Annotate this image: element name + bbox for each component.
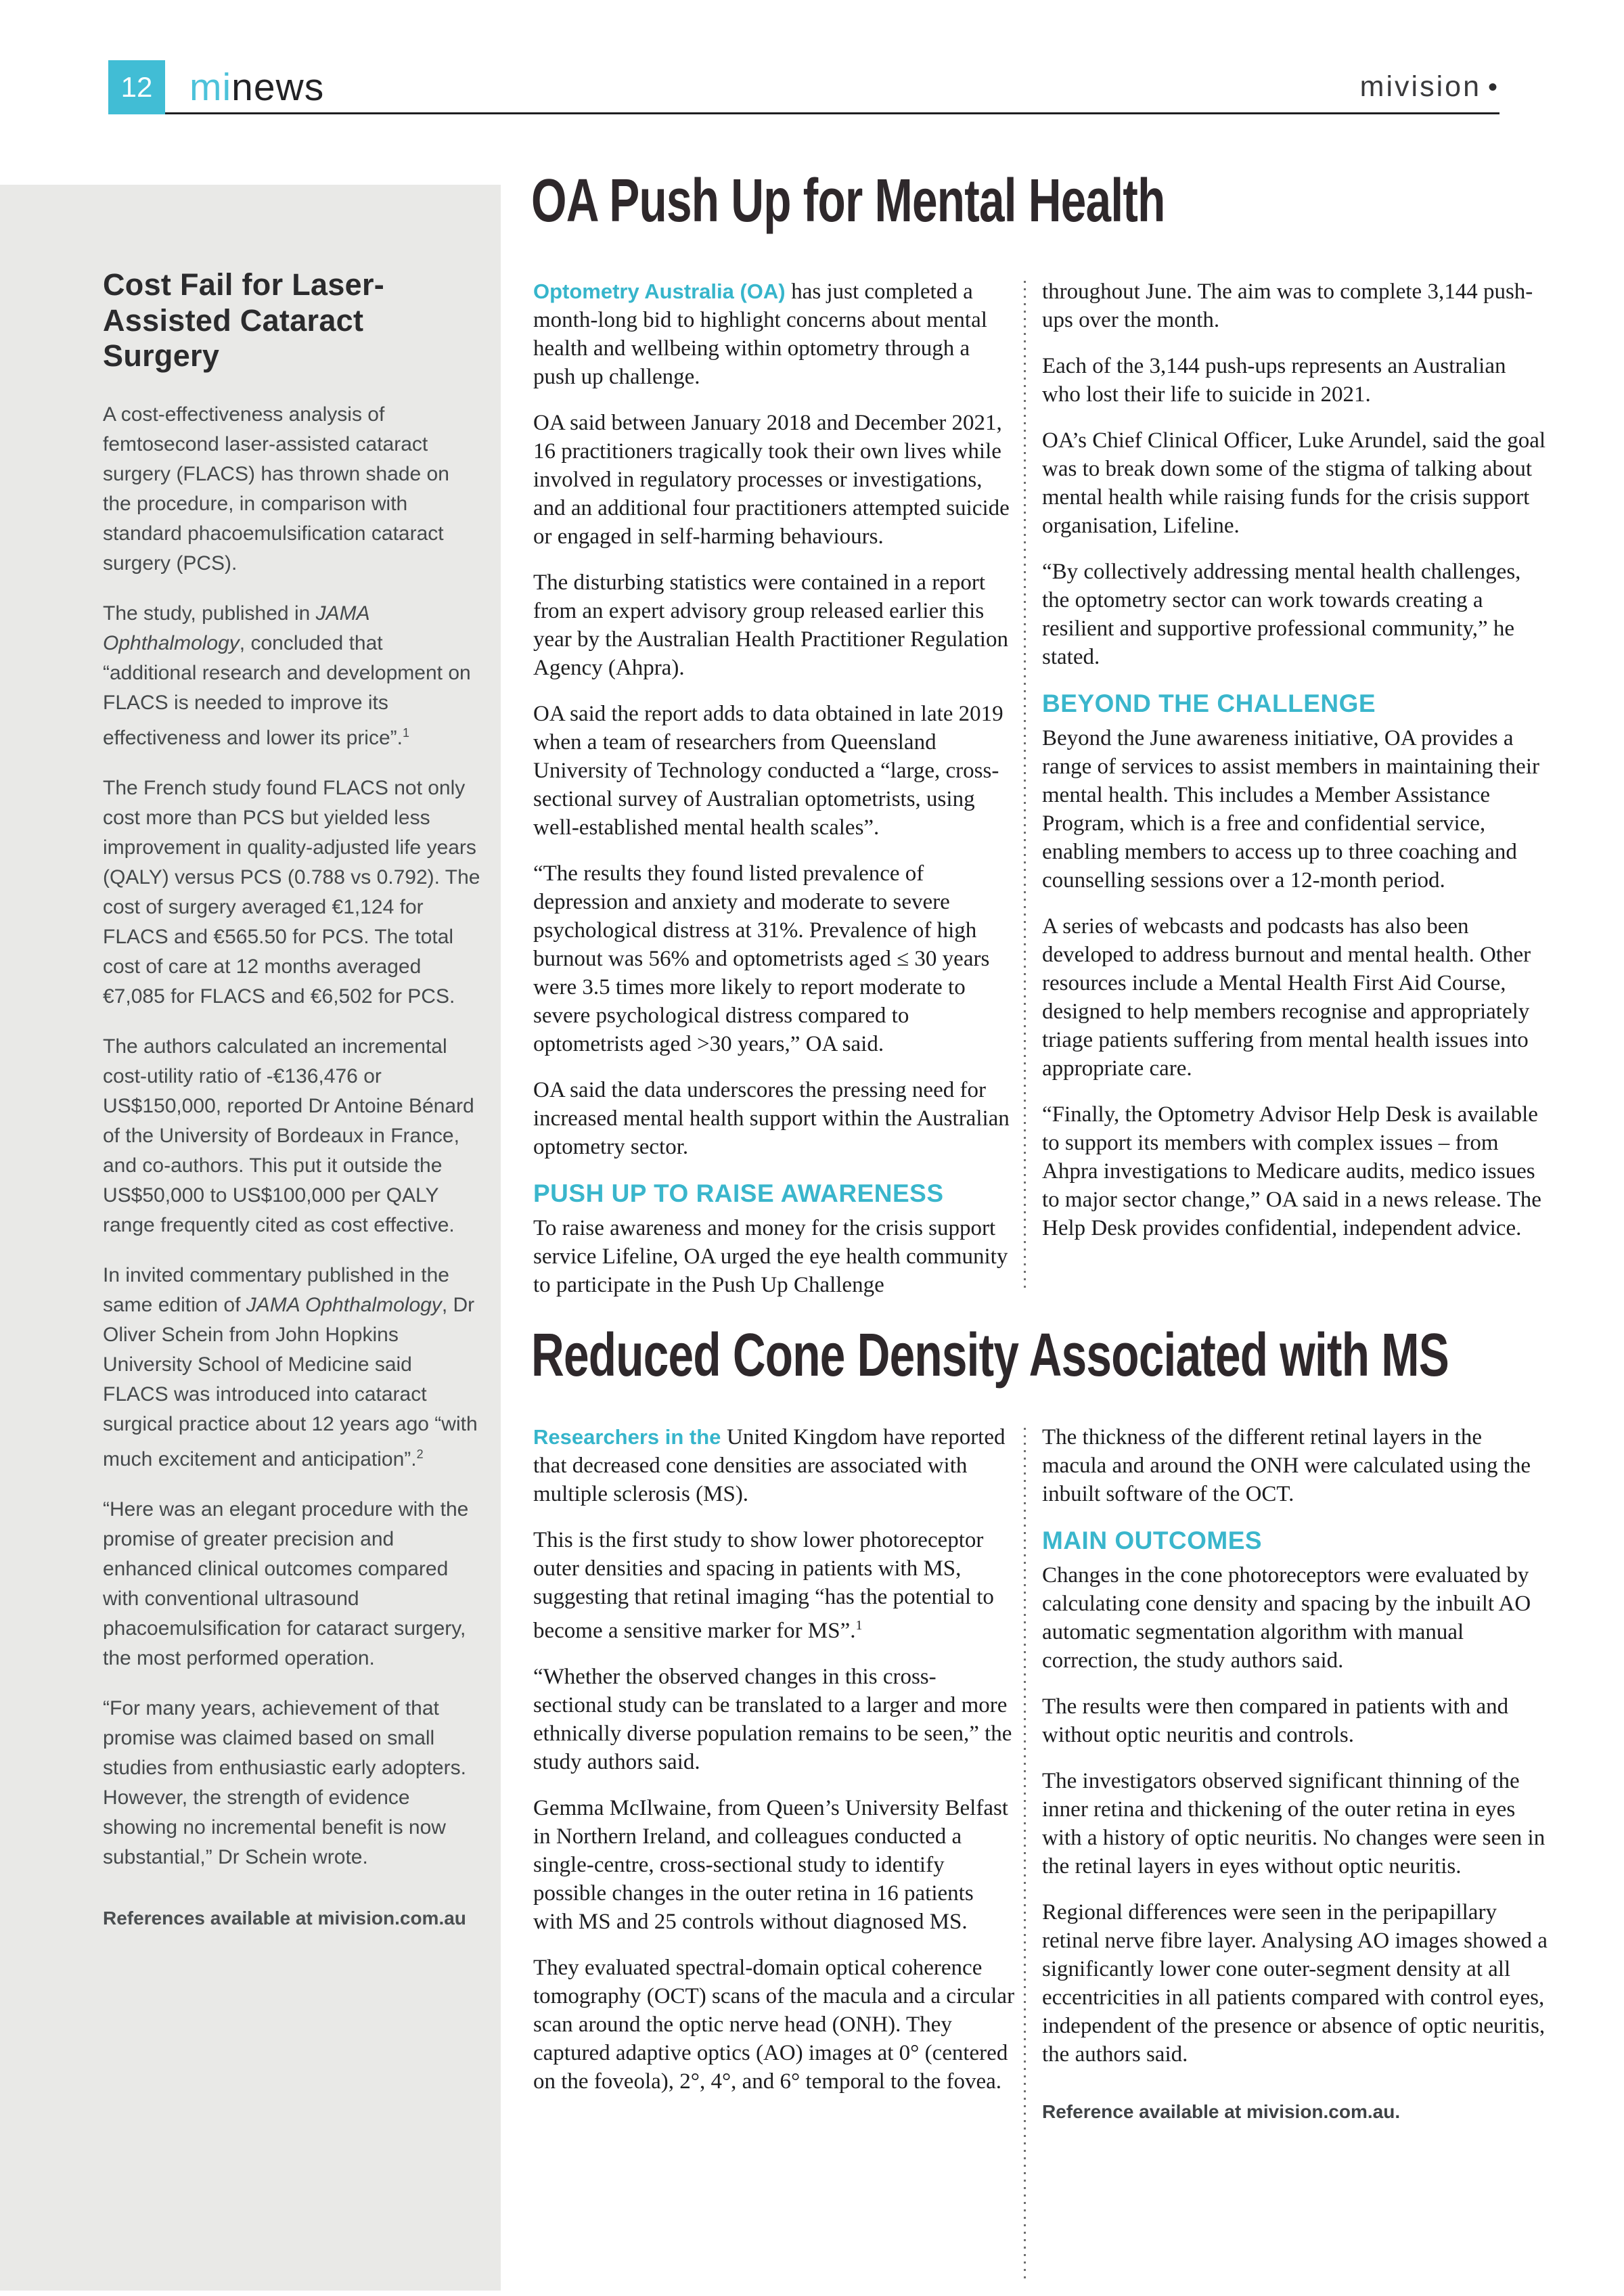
paragraph: The disturbing statistics were contained in a report from an expert advisory group released earlier this year by the Australian Health Practitioner Regulation Agency (Ahpra). <box>533 570 1008 680</box>
paragraph: “For many years, achievement of that promise was claimed based on small studies from enthusiastic early adopters. However, the strength of evidence showing no incremental benefit is now substantial,” Dr Schein wrote. <box>103 1696 466 1868</box>
paragraph: throughout June. The aim was to complete 3,144 push-ups over the month. <box>1042 279 1533 332</box>
paragraph: OA said between January 2018 and December 2021, 16 practitioners tragically took their own lives while involved in regulatory processes or investigations, and an additional four practitioners attempted suicide or engaged in self-harming behaviours. <box>533 411 1010 549</box>
column-divider <box>1024 281 1026 1289</box>
section-subheading: PUSH UP TO RAISE AWARENESS <box>533 1179 944 1207</box>
paragraph: A cost-effectiveness analysis of femtosecond laser-assisted cataract surgery (FLACS) has thrown shade on the procedure, in comparison with standard phacoemulsification cataract surgery (PCS). <box>103 403 449 575</box>
column-divider <box>1024 1428 1026 2284</box>
article-ms-title: Reduced Cone Density Associated with MS <box>531 1322 1449 1389</box>
paragraph: Optometry Australia (OA) has just completed a month-long bid to highlight concerns about mental health and wellbeing within optometry through a push up challenge. <box>533 279 987 389</box>
sidebar-article-title: Cost Fail for Laser-Assisted Cataract Surgery <box>103 267 385 374</box>
paragraph: OA’s Chief Clinical Officer, Luke Arundel, said the goal was to break down some of the stigma of talking about mental health while raising funds for the crisis support organisation, Lifeline. <box>1042 428 1546 538</box>
paragraph: Each of the 3,144 push-ups represents an Australian who lost their life to suicide in 2021. <box>1042 354 1506 407</box>
logo-news: news <box>231 66 325 109</box>
paragraph: To raise awareness and money for the crisis support service Lifeline, OA urged the eye health community to participate in the Push Up Challenge <box>533 1216 1008 1297</box>
paragraph: The authors calculated an incremental cost-utility ratio of -€136,476 or US$150,000, reported Dr Antoine Bénard of the University of Bordeaux in France, and co-authors. This put it outside the US$50,000 to US$100,000 per QALY range frequently cited as cost effective. <box>103 1035 474 1236</box>
paragraph: OA said the data underscores the pressing need for increased mental health support within the Australian optometry sector. <box>533 1078 1010 1159</box>
brand-name: mivision <box>1359 70 1481 103</box>
reference-note: Reference available at mivision.com.au. <box>1042 2101 1401 2122</box>
paragraph: This is the first study to show lower photoreceptor outer densities and spacing in patients with MS, suggesting that retinal imaging “has the potential to become a sensitive marker for MS”.$^1$ <box>533 1528 994 1643</box>
paragraph: The thickness of the different retinal layers in the macula and around the ONH were calculated using the inbuilt software of the OCT. <box>1042 1425 1531 1506</box>
paragraph: In invited commentary published in the same edition of JAMA Ophthalmology, Dr Oliver Schein from John Hopkins University School of Medicine said FLACS was introduced into cataract surgical practice about 12 years ago “with much excitement and anticipation”.$^2$ <box>103 1263 478 1470</box>
paragraph: The French study found FLACS not only cost more than PCS but yielded less improvement in quality-adjusted life years (QALY) versus PCS (0.788 vs 0.792). The cost of surgery averaged €1,124 for FLACS and €565.50 for PCS. The total cost of care at 12 months averaged €7,085 for FLACS and €6,502 for PCS. <box>103 776 480 1008</box>
page-number-badge: 12 <box>108 60 165 114</box>
paragraph: They evaluated spectral-domain optical coherence tomography (OCT) scans of the macula and a circular scan around the optic nerve head (ONH). They captured adaptive optics (AO) images at 0° (centered on the foveola), 2°, 4°, and 6° temporal to the fovea. <box>533 1956 1015 2094</box>
paragraph: Researchers in the United Kingdom have reported that decreased cone densities are associated with multiple sclerosis (MS). <box>533 1425 1006 1506</box>
paragraph: “Finally, the Optometry Advisor Help Desk is available to support its members with complex issues – from Ahpra investigations to Medicare audits, medico issues to major sector change,” OA said in a news release. The Help Desk provides confidential, independent advice. <box>1042 1102 1541 1240</box>
sidebar-article-body <box>103 400 482 1872</box>
paragraph: Gemma McIlwaine, from Queen’s University Belfast in Northern Ireland, and colleagues conducted a single-centre, cross-sectional study to identify possible changes in the outer retina in 16 patients with MS and 25 controls without diagnosed MS. <box>533 1796 1008 1934</box>
header-divider <box>165 112 1499 114</box>
paragraph: Regional differences were seen in the peripapillary retinal nerve fibre layer. Analysing AO images showed a significantly lower cone outer-segment density at all eccentricities in all patients compared with control eyes, independent of the presence or absence of optic neuritis, the authors said. <box>1042 1900 1548 2067</box>
brand-mark <box>1360 70 1499 104</box>
sidebar-article <box>0 185 501 2291</box>
article-oa-column-1 <box>533 277 1015 1317</box>
brand-dot-icon: • <box>1487 72 1499 102</box>
paragraph: The investigators observed significant thinning of the inner retina and thickening of the outer retina in eyes with a history of optic neuritis. No changes were seen in the retinal layers in eyes without optic neuritis. <box>1042 1769 1546 1878</box>
paragraph: Beyond the June awareness initiative, OA provides a range of services to assist members in maintaining their mental health. This includes a Member Assistance Program, which is a free and confidential service, enabling members to access up to three coaching and counselling sessions over a 12-month period. <box>1042 726 1539 893</box>
article-oa-column-2 <box>1042 277 1548 1260</box>
paragraph: OA said the report adds to data obtained in late 2019 when a team of researchers from Queensland University of Technology conducted a “large, cross-sectional survey of Australian optometrists, using well-established mental health scales”. <box>533 702 1003 840</box>
paragraph: “Here was an elegant procedure with the promise of greater precision and enhanced clinical outcomes compared with conventional ultrasound phacoemulsification for cataract surgery, the most performed operation. <box>103 1498 469 1669</box>
paragraph: A series of webcasts and podcasts has also been developed to address burnout and mental health. Other resources include a Mental Health First Aid Course, designed to help members recognise and appropriately triage patients suffering from mental health issues into appropriate care. <box>1042 914 1531 1081</box>
paragraph: “By collectively addressing mental health challenges, the optometry sector can work towards creating a resilient and supportive professional community,” he stated. <box>1042 560 1521 669</box>
paragraph: Changes in the cone photoreceptors were evaluated by calculating cone density and spacing by the inbuilt AO automatic segmentation algorithm with manual correction, the study authors said. <box>1042 1563 1531 1673</box>
section-logo <box>189 65 324 110</box>
section-subheading: MAIN OUTCOMES <box>1042 1527 1263 1554</box>
paragraph: The results were then compared in patients with and without optic neuritis and controls. <box>1042 1694 1509 1747</box>
paragraph: The study, published in JAMA Ophthalmology, concluded that “additional research and development on FLACS is needed to improve its effectiveness and lower its price”.$^1$ <box>103 602 471 749</box>
logo-mi: mi <box>189 66 232 109</box>
paragraph: “The results they found listed prevalence of depression and anxiety and moderate to severe psychological distress at 31%. Prevalence of high burnout was 56% and optometrists aged ≤ 30 years were 3.5 times more likely to report moderate to severe psychological distress compared to optometrists aged >30 years,” OA said. <box>533 861 990 1056</box>
sidebar-references-note: References available at mivision.com.au <box>103 1907 466 1929</box>
section-subheading: BEYOND THE CHALLENGE <box>1042 690 1376 717</box>
paragraph: “Whether the observed changes in this cross-sectional study can be translated to a larger and more ethnically diverse population remains to be seen,” the study authors said. <box>533 1665 1012 1774</box>
article-ms-column-1 <box>533 1423 1015 2113</box>
article-ms-column-2 <box>1042 1423 1548 2123</box>
article-oa-title: OA Push Up for Mental Health <box>531 167 1165 235</box>
